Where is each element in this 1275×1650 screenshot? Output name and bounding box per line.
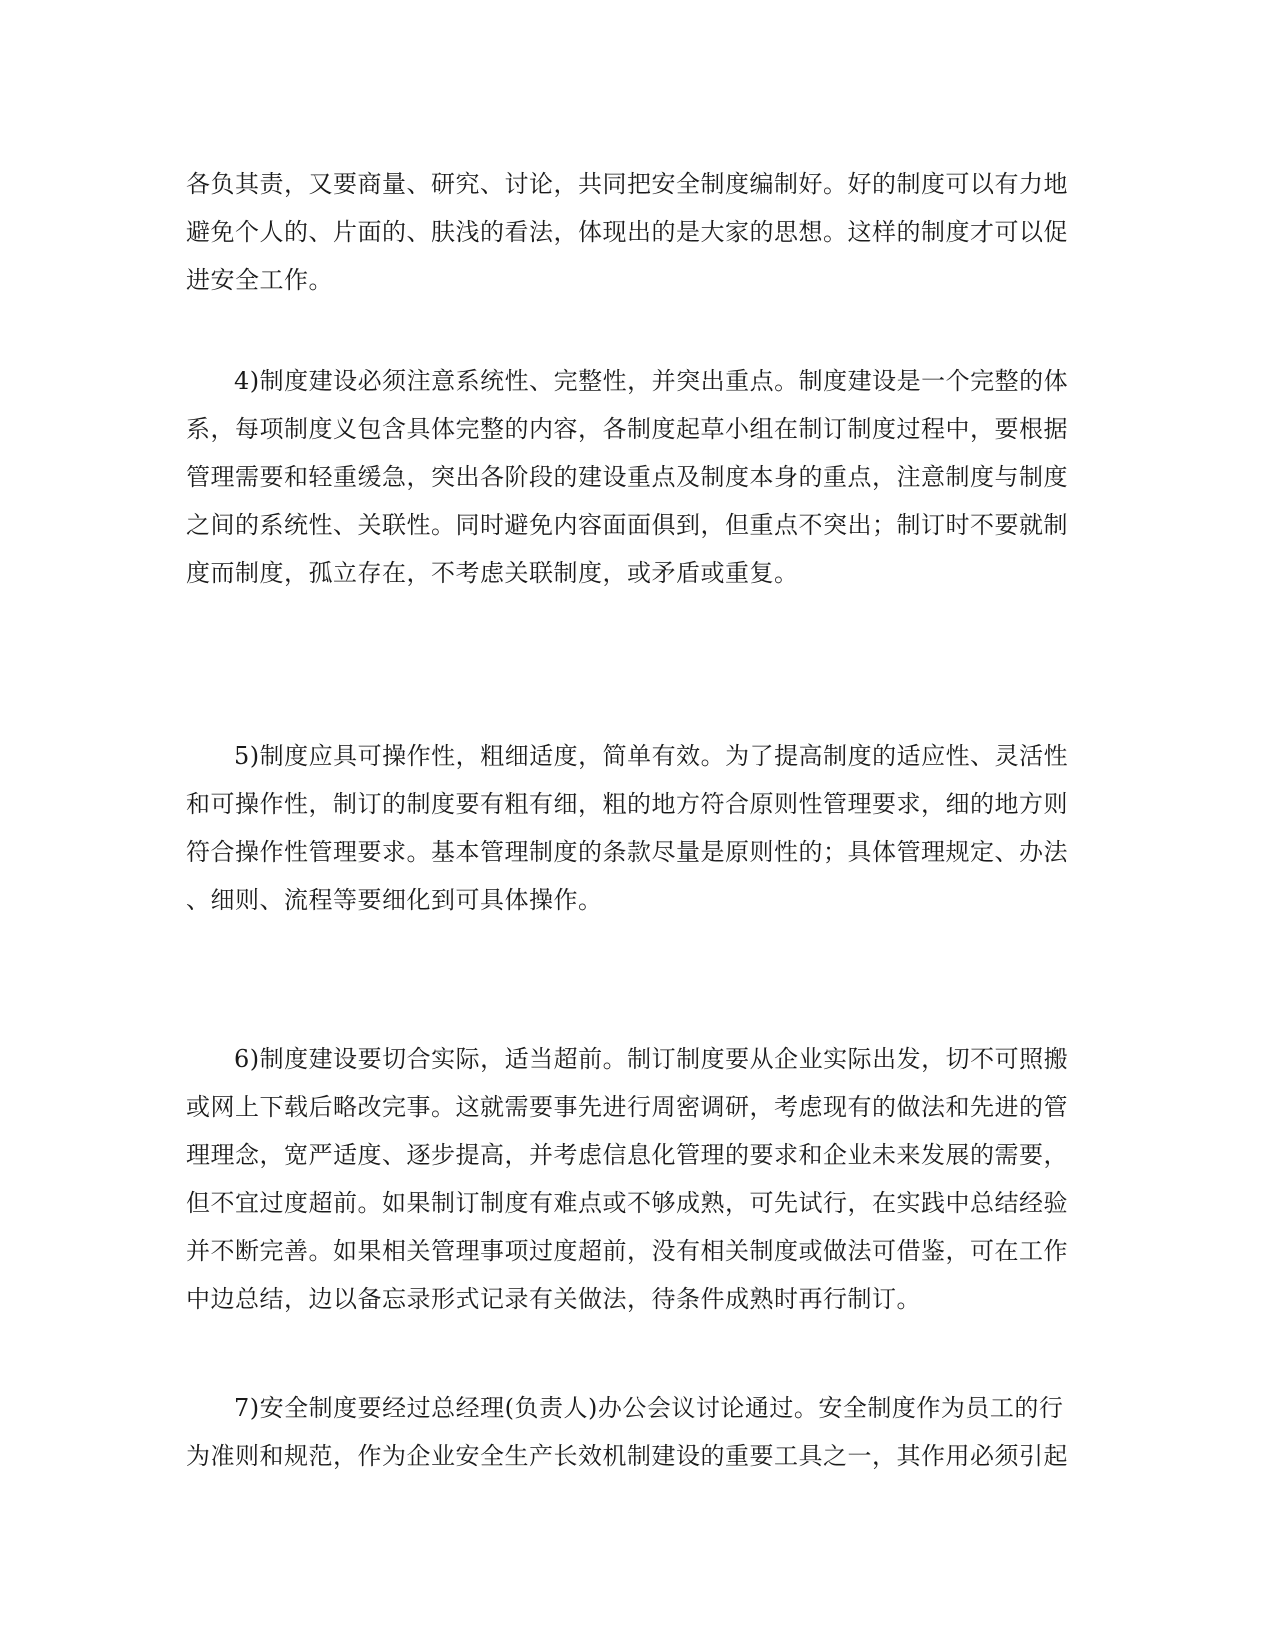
- text-line: 但不宜过度超前。如果制订制度有难点或不够成熟，可先试行，在实践中总结经验: [186, 1189, 1068, 1217]
- paragraph-item-5: [186, 732, 1086, 924]
- text-line: 之间的系统性、关联性。同时避免内容面面俱到，但重点不突出；制订时不要就制: [186, 511, 1068, 539]
- text-line: 避免个人的、片面的、肤浅的看法，体现出的是大家的思想。这样的制度才可以促: [186, 218, 1068, 246]
- text-line: 为准则和规范，作为企业安全生产长效机制建设的重要工具之一，其作用必须引起: [186, 1442, 1068, 1470]
- text-line: 和可操作性，制订的制度要有粗有细，粗的地方符合原则性管理要求，细的地方则: [186, 790, 1068, 818]
- text-line: 、细则、流程等要细化到可具体操作。: [186, 886, 603, 914]
- text-line: 各负其责，又要商量、研究、讨论，共同把安全制度编制好。好的制度可以有力地: [186, 170, 1068, 198]
- text-line: 系，每项制度义包含具体完整的内容，各制度起草小组在制订制度过程中，要根据: [186, 415, 1068, 443]
- text-line: 中边总结，边以备忘录形式记录有关做法，待条件成熟时再行制订。: [186, 1285, 921, 1313]
- text-line: 7)安全制度要经过总经理(负责人)办公会议讨论通过。安全制度作为员工的行: [234, 1394, 1064, 1422]
- text-line: 理理念，宽严适度、逐步提高，并考虑信息化管理的要求和企业未来发展的需要，: [186, 1141, 1068, 1169]
- text-line: 度而制度，孤立存在，不考虑关联制度，或矛盾或重复。: [186, 559, 799, 587]
- text-line: 管理需要和轻重缓急，突出各阶段的建设重点及制度本身的重点，注意制度与制度: [186, 463, 1068, 491]
- text-line: 5)制度应具可操作性，粗细适度，简单有效。为了提高制度的适应性、灵活性: [234, 742, 1069, 770]
- text-line: 并不断完善。如果相关管理事项过度超前，没有相关制度或做法可借鉴，可在工作: [186, 1237, 1068, 1265]
- paragraph-item-6: [186, 1035, 1086, 1323]
- text-line: 或网上下载后略改完事。这就需要事先进行周密调研，考虑现有的做法和先进的管: [186, 1093, 1068, 1121]
- text-line: 符合操作性管理要求。基本管理制度的条款尽量是原则性的；具体管理规定、办法: [186, 838, 1068, 866]
- text-line: 4)制度建设必须注意系统性、完整性，并突出重点。制度建设是一个完整的体: [234, 367, 1069, 395]
- paragraph-item-7: [186, 1384, 1086, 1480]
- paragraph-continuation: [186, 160, 1086, 304]
- text-line: 6)制度建设要切合实际，适当超前。制订制度要从企业实际出发，切不可照搬: [234, 1045, 1069, 1073]
- text-line: 进安全工作。: [186, 266, 333, 294]
- paragraph-item-4: [186, 357, 1086, 597]
